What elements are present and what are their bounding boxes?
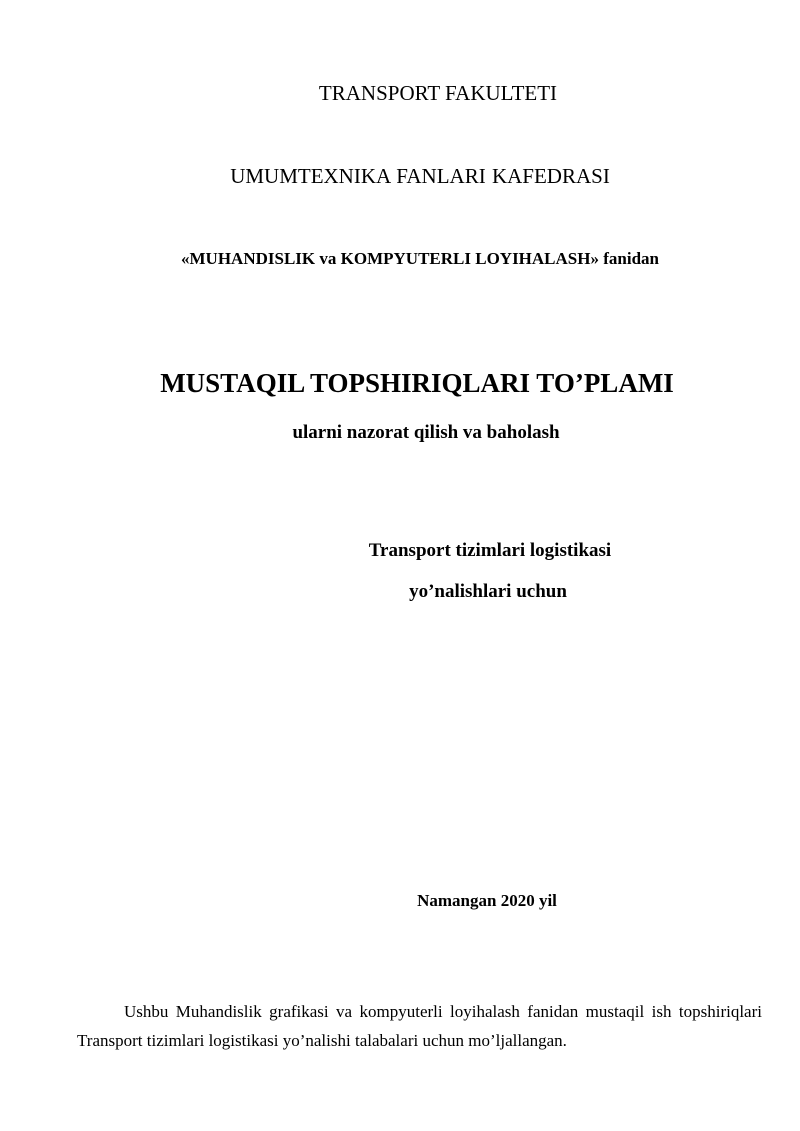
direction-line-1: Transport tizimlari logistikasi <box>368 540 612 561</box>
direction-line-2: yo’nalishlari uchun <box>409 581 567 602</box>
note-paragraph: Ushbu Muhandislik grafikasi va kompyuterli loyihalash fanidan mustaqil ish topshiriqlari Transport tizimlari logistikasi yo’nalishi talabalari uchun mo’ljallangan. <box>77 1002 762 1050</box>
faculty-heading: TRANSPORT FAKULTETI <box>318 81 558 105</box>
city-year: Namangan 2020 yil <box>417 891 557 910</box>
department-heading: UMUMTEXNIKA FANLARI KAFEDRASI <box>230 164 610 188</box>
main-title: MUSTAQIL TOPSHIRIQLARI TO’PLAMI <box>160 368 674 398</box>
subject-heading: «MUHANDISLIK va KOMPYUTERLI LOYIHALASH» fanidan <box>181 249 659 268</box>
subtitle: ularni nazorat qilish va baholash <box>292 422 560 443</box>
